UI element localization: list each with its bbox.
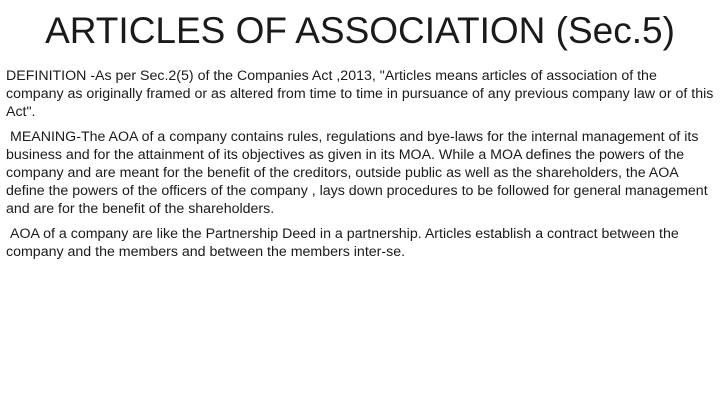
definition-paragraph: DEFINITION -As per Sec.2(5) of the Companies Act ,2013, "Articles means articles of association of the company as originally framed or as altered from time to time in pursuance of any previous company law or of this Act". — [6, 68, 714, 120]
slide-title: ARTICLES OF ASSOCIATION (Sec.5) — [45, 10, 675, 51]
slide-body — [6, 67, 714, 268]
meaning-paragraph: MEANING-The AOA of a company contains rules, regulations and bye-laws for the internal management of its business and for the attainment of its objectives as given in its MOA. While a MOA defines the powers of the company and are meant for the benefit of the creditors, outside public as well as the shareholders, the AOA define the powers of the officers of the company , lays down procedures to be followed for general management and are for the benefit of the shareholders. — [6, 129, 708, 217]
partnership-deed-paragraph: AOA of a company are like the Partnership Deed in a partnership. Articles establish a contract between the company and the members and between the members inter-se. — [6, 226, 679, 260]
